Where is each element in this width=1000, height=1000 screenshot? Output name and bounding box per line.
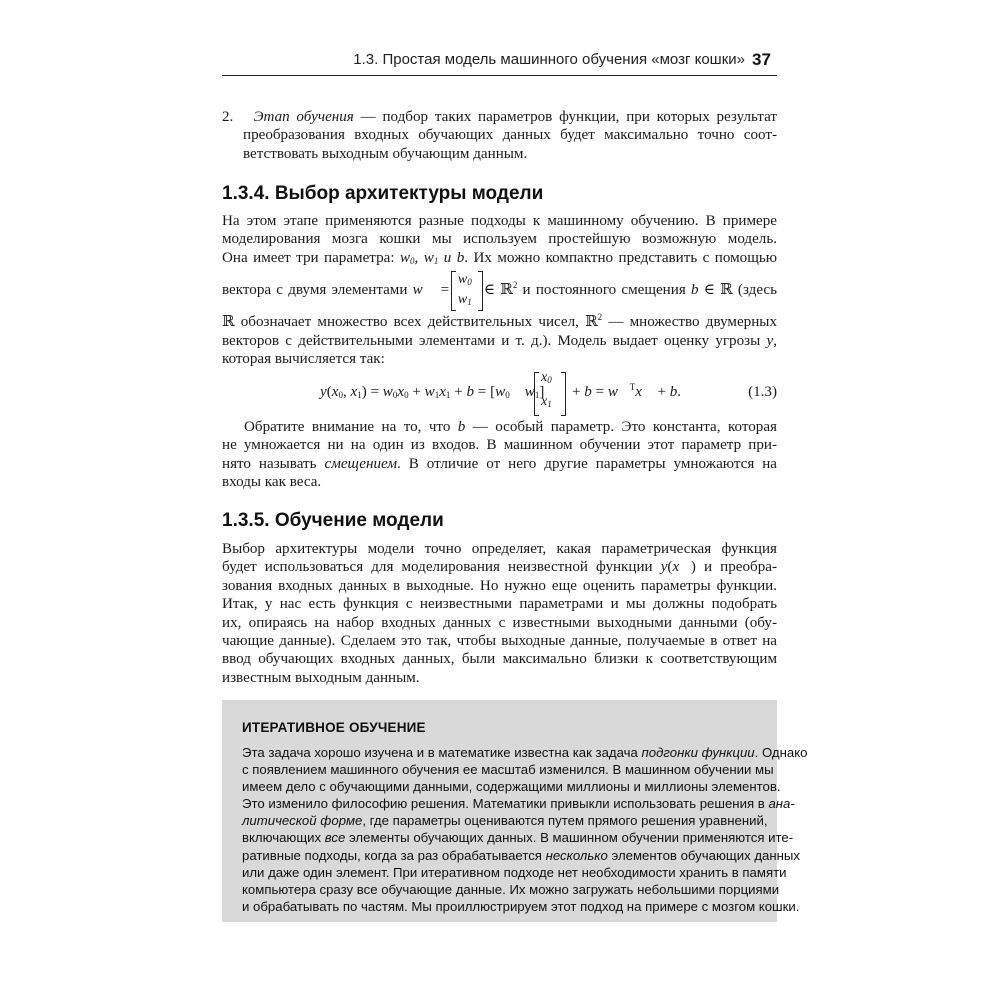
equation-rhs: + b = w⃗$^T$x⃗ + b.	[572, 382, 682, 400]
page-number: 37	[752, 50, 771, 69]
equation-1-3	[222, 372, 777, 416]
equation-number: (1.3)	[748, 384, 777, 400]
text-line: Выбор архитектуры модели точно определяет, какая параметрическая функция	[222, 541, 777, 557]
vector-matrix: $w_0$ $w_1$	[451, 271, 483, 311]
text-line: Обратите внимание на то, что b — особый параметр. Это константа, которая	[244, 419, 777, 435]
text-line: известным выходным данным.	[222, 669, 420, 686]
text-line: или даже один элемент. При итеративном подходе нет необходимости хранить в памяти	[242, 864, 787, 880]
header-rule	[222, 75, 777, 76]
math-b-in-r: b	[691, 282, 699, 299]
math-r: ℝ	[222, 314, 235, 331]
sidebar-title: ИТЕРАТИВНОЕ ОБУЧЕНИЕ	[242, 720, 426, 735]
math-vector-w: w⃗ =	[412, 282, 450, 299]
section-heading-1-3-5: 1.3.5. Обучение модели	[222, 510, 444, 531]
paragraph-bias	[222, 418, 777, 492]
term-analytic-form: литической форме	[242, 813, 363, 829]
text-line: ℝ обозначает множество всех действительных чисел, ℝ$^2$ — множество двумерных	[222, 312, 777, 331]
text-line: будет использоваться для моделирования неизвестной функции y(x⃗) и преобра-	[222, 559, 778, 576]
text-line: — подбор таких параметров функции, при которых результат	[353, 109, 777, 125]
term-analytic: ана-	[768, 796, 795, 812]
text-line: нято называть смещением. В отличие от него другие параметры умножаются на	[222, 455, 778, 472]
running-head: 1.3. Простая модель машинного обучения «мозг кошки»	[353, 51, 745, 68]
paragraph-architecture	[222, 212, 777, 368]
text-line: Эта задача хорошо изучена и в математике известна как задача подгонки функции. Однако	[242, 745, 808, 760]
list-item-training-stage	[222, 108, 777, 163]
text-line: включающих все элементы обучающих данных. В машинном обучении применяются ите-	[242, 830, 794, 846]
text-line: ввод обучающих входных данных, были максимально близки к соответствующим	[222, 651, 777, 668]
sidebar-body	[242, 744, 808, 915]
math-b: b	[457, 419, 466, 435]
math-params: $w_0$, $w_1$ и b	[399, 249, 465, 266]
text-line: Это изменило философию решения. Математики привыкли использовать решения в ана-	[242, 796, 795, 812]
term-function-fitting: подгонки функции	[641, 745, 755, 760]
section-heading-1-3-4: 1.3.4. Выбор архитектуры модели	[222, 183, 544, 204]
text-line: зования входных данных в выходные. Но нужно еще оценить параметры функции.	[222, 577, 777, 594]
text-line: с появлением машинного обучения ее масштаб изменился. В машинном обучении мы	[242, 762, 774, 778]
text-line: входы как веса.	[222, 474, 322, 491]
text-line: не умножается ни на один из входов. В машинном обучении этот параметр при-	[222, 437, 777, 454]
text-line: векторов с действительными элементами и т. д.). Модель выдает оценку угрозы y,	[222, 332, 777, 349]
paragraph-training	[222, 540, 777, 687]
text-line: чающие данные). Сделаем это так, чтобы выходные данные, получаемые в ответ на	[222, 632, 777, 649]
text-line: ветствовать выходным обучающим данным.	[243, 145, 528, 162]
equation-lhs: $y(x_0$, $x_1) = w_0x_0 + w_1x_1 + b = [w_0$ $w_1$]	[320, 384, 545, 400]
text-line: ративные подходы, когда за раз обрабатывается несколько элементов обучающих данных	[242, 847, 800, 863]
math-in-r2: ∈ ℝ$^2$	[483, 280, 518, 299]
text-line: и обрабатывать по частям. Мы проиллюстрируем этот подход на примере с мозгом кошки.	[242, 898, 800, 914]
text-line: На этом этапе применяются разные подходы к машинному обучению. В примере	[222, 213, 777, 229]
math-r2: ℝ$^2$	[585, 312, 603, 331]
text-line: Она имеет три параметра: $w_0$, $w_1$ и b. Их можно компактно представить с помощью	[222, 249, 777, 266]
text-line: их, опираясь на набор входных данных с известными выходными данными (обу-	[222, 614, 777, 631]
term-several: несколько	[545, 847, 608, 863]
text-line: имеем дело с обучающими данными, содержащими миллионы и миллионы элементов.	[242, 779, 781, 795]
math-y-of-x: y	[660, 559, 668, 576]
text-line: преобразования входных обучающих данных будет максимально точно соот-	[243, 127, 777, 144]
term-all: все	[324, 830, 346, 846]
text-line: вектора с двумя элементами w⃗ = $w_0$ $w_1$ ∈ ℝ$^2$ и постоянного смещения b ∈ ℝ (здесь	[222, 267, 777, 313]
term-bias: смещением	[324, 455, 397, 472]
text-line: моделирования мозга кошки мы используем простейшую возможную модель.	[222, 231, 777, 248]
term-training-stage: Этап обучения	[253, 109, 354, 125]
column-vector-x: $x_0$ $x_1$	[534, 372, 566, 416]
text-line: Итак, у нас есть функция с неизвестными параметрами и мы должны подобрать	[222, 596, 777, 613]
list-number: 2.	[222, 109, 234, 125]
math-y: y	[766, 332, 774, 349]
text-line: литической форме, где параметры оцениваются путем прямого решения уравнений,	[242, 813, 768, 829]
text-line: компьютера сразу все обучающие данные. Их можно загружать небольшими порциями	[242, 881, 780, 897]
sidebar-iterative-learning	[222, 700, 808, 922]
text-line: которая вычисляется так:	[222, 350, 385, 367]
